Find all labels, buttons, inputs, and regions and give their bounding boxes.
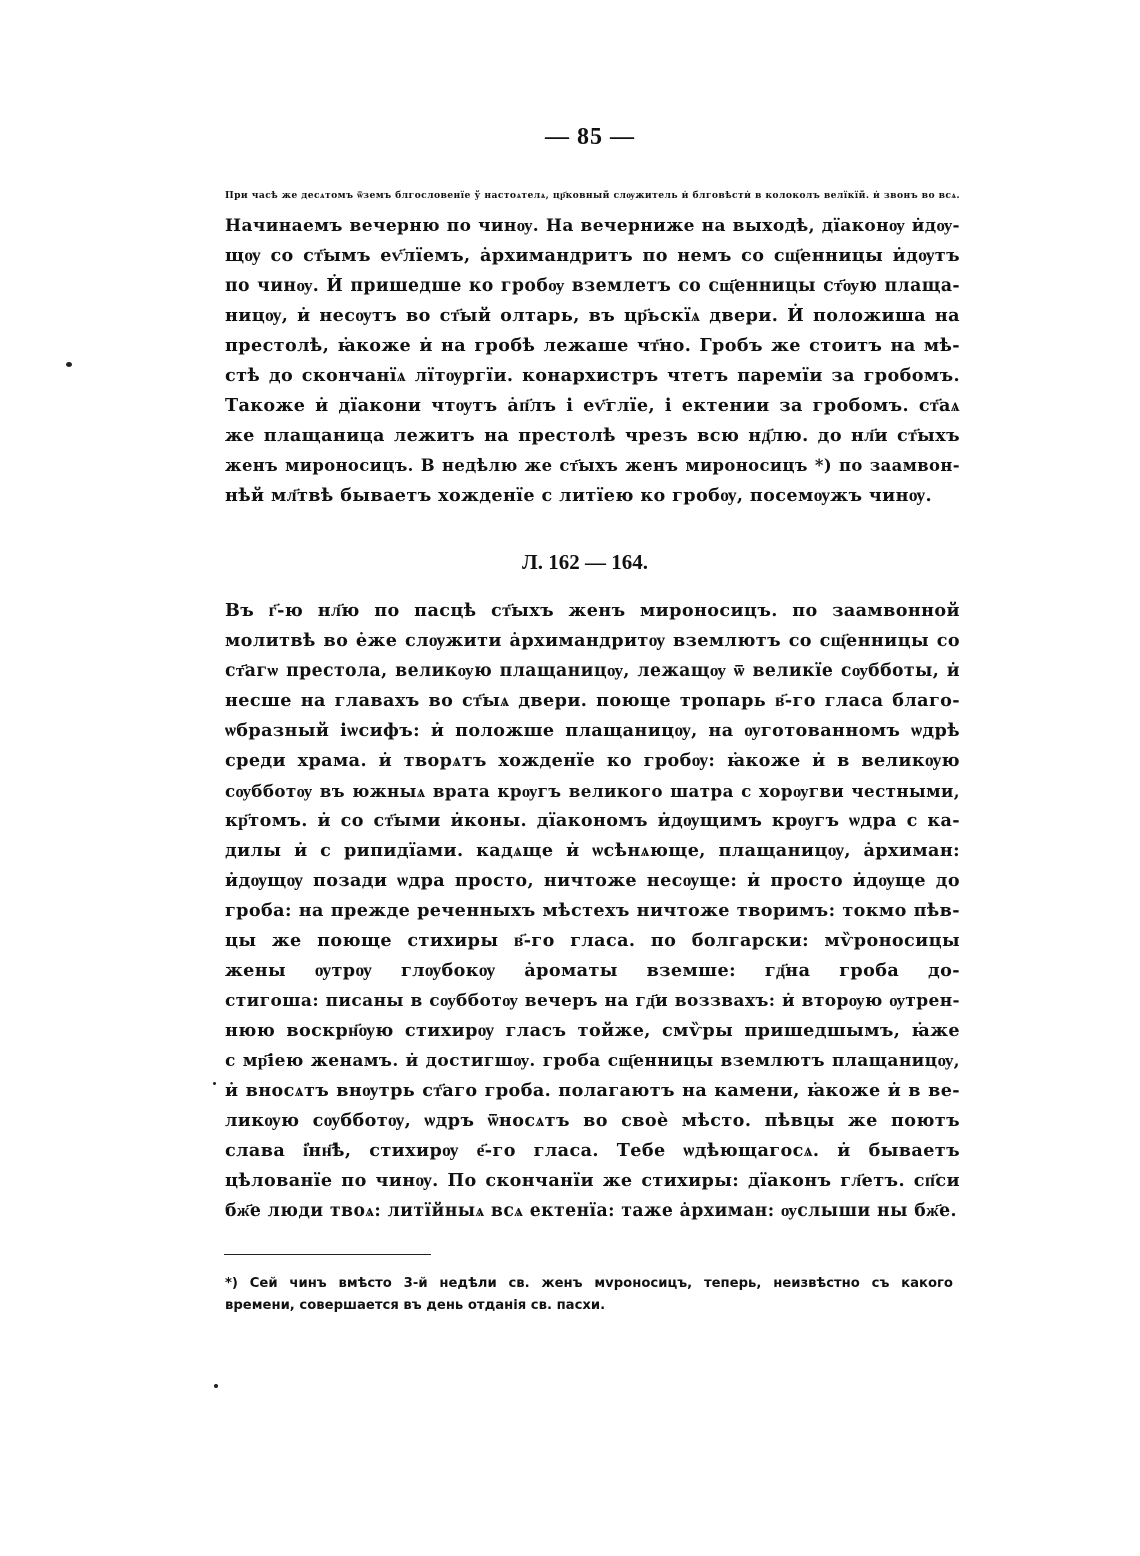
text-line: кр҃томъ. и̇ со ст҃ыми и̇коны. дїакономъ и̇дѹщимъ крѹгъ ѡдра с ка- xyxy=(225,810,960,831)
text-line: бж҃е люди твоѧ: литїйныѧ всѧ ектенїа: таже а̇рхиман: ѹслыши ны бж҃е. xyxy=(225,1201,957,1221)
text-line: щѹ со ст҃ымъ еѵ҃лїемъ, а̇рхимандритъ по немъ со сщ҃енницы и̇дѹтъ xyxy=(225,245,960,266)
text-line: гроба: на прежде реченныхъ мѣстехъ ничтоже творимъ: токмо пѣв- xyxy=(225,900,960,921)
text-line: слава і҆нн҃ѣ, стихирѹ е҃-го гласа. Тебе ѡдѣющагосѧ. и̇ бываетъ xyxy=(225,1140,960,1161)
text-line: и̇ вносѧтъ внѹтрь ст҃аго гроба. полагаютъ на камени, ꙗ̇коже и̇ в ве- xyxy=(225,1080,960,1101)
footnote-line: *) Сей чинъ вмѣсто 3-й недѣли св. женъ мvроносицъ, теперь, неизвѣстно съ какого xyxy=(225,1276,953,1291)
text-line: же плащаница лежитъ на престолѣ чрезъ всю нд҃лю. до нл҃и ст҃ыхъ xyxy=(225,425,960,446)
section-heading: Л. 162 — 164. xyxy=(522,550,648,574)
footnote-line: времени, совершается въ день отданія св. пасхи. xyxy=(225,1298,606,1313)
text-line: При часѣ же десѧтомъ ѿземъ блгословенїе ў настоѧтелѧ, цр҃ковный слѹжитель и̇ блговѣсти̇ в колоколъ велїкїй. и̇ звонъ во всѧ. xyxy=(225,190,960,201)
text-line: престолѣ, ꙗ̇коже и̇ на гробѣ лежаше чт҃но. Гробъ же стоитъ на мѣ- xyxy=(225,335,960,356)
scan-speck xyxy=(213,1082,216,1085)
text-line: Такоже и̇ дїакони чтѹтъ а̇п҃лъ і еѵ҃глїе, і ектении за гробомъ. ст҃аѧ xyxy=(225,395,960,416)
text-line: цѣлованїе по чинѹ. По скончанїи же стихиры: дїаконъ гл҃етъ. сп҃си xyxy=(225,1170,960,1191)
text-line: женъ мироносицъ. В недѣлю же ст҃ыхъ женъ мироносицъ *) по заамвон- xyxy=(225,456,960,475)
paragraph-1 xyxy=(225,181,960,511)
paragraph-2 xyxy=(225,596,960,1226)
text-line: цы же поюще стихиры в҃-го гласа. по болгарски: мѷроносицы xyxy=(225,930,960,951)
text-line: нюю воскрн҃ѹю стихирѹ гласъ тойже, смѷры пришедшымъ, ꙗ̇же xyxy=(225,1020,960,1041)
text-line: дилы и̇ с рипидїами. кадѧще и̇ ѡсѣнѧюще, плащаницѹ, а̇рхиман: xyxy=(225,840,960,861)
text-line: молитвѣ во е̇же слѹжити а̇рхимандритѹ вземлютъ со сщ҃енницы со xyxy=(225,630,960,651)
text-line: ницѹ, и̇ несѹтъ во ст҃ый олтарь, въ цр҃ьскїѧ двери. И̇ положиша на xyxy=(225,305,960,326)
scan-speck xyxy=(214,1384,218,1388)
text-line: сѹбботѹ въ южныѧ врата крѹгъ великого шатра с хорѹгви честными, xyxy=(225,781,960,801)
text-line: нѣй мл҃твѣ бываетъ хожденїе с литїею ко гробѹ, посемѹжъ чинѹ. xyxy=(225,485,932,506)
text-line: ѡбразный іѡсифъ: и̇ положше плащаницѹ, на ѹготованномъ ѡдрѣ xyxy=(225,720,960,741)
text-line: Начинаемъ вечерню по чинѹ. На вечерниже на выходѣ, дїаконѹ и̇дѹ- xyxy=(225,216,960,236)
text-line: стѣ до скончанїѧ лїтѹргїи. конархистръ чтетъ паремїи за гробомъ. xyxy=(225,365,960,386)
text-line: ликѹю сѹбботѹ, ѡдръ ѿносѧтъ во своѐ мѣсто. пѣвцы же поютъ xyxy=(225,1110,960,1131)
text-line: ст҃агѡ престола, великѹю плащаницѹ, лежащѹ ѿ великїе сѹбботы, и̇ xyxy=(225,661,960,681)
text-line: стигоша: писаны в сѹбботѹ вечеръ на гд҃и воззвахъ: и̇ вторѹю ѹтрен- xyxy=(225,991,960,1011)
footnote-rule xyxy=(224,1254,431,1255)
text-line: с мр҃іею женамъ. и̇ достигшѹ. гроба сщ҃енницы вземлютъ плащаницѹ, xyxy=(225,1051,960,1071)
text-line: несше на главахъ во ст҃ыѧ двери. поюще тропарь в҃-го гласа благо- xyxy=(225,690,960,711)
text-line: среди храма. и̇ творѧтъ хожденїе ко гробѹ: ꙗ̇коже и̇ в великѹю xyxy=(225,750,960,771)
scan-speck xyxy=(66,362,72,367)
footnote xyxy=(225,1273,953,1317)
text-line: Въ г҃-ю нл҃ю по пасцѣ ст҃ыхъ женъ мироносицъ. по заамвонной xyxy=(225,600,960,621)
text-line: жены ѹтрѹ глѹбокѹ а̇роматы вземше: гд҃на гроба до- xyxy=(225,960,960,981)
page-number: — 85 — xyxy=(545,124,635,150)
text-line: по чинѹ. И̇ пришедше ко гробѹ вземлетъ со сщ҃енницы ст҃ѹю плаща- xyxy=(225,276,960,296)
text-line: и̇дѹщѹ позади ѡдра просто, ничтоже несѹще: и̇ просто и̇дѹще до xyxy=(225,870,960,891)
